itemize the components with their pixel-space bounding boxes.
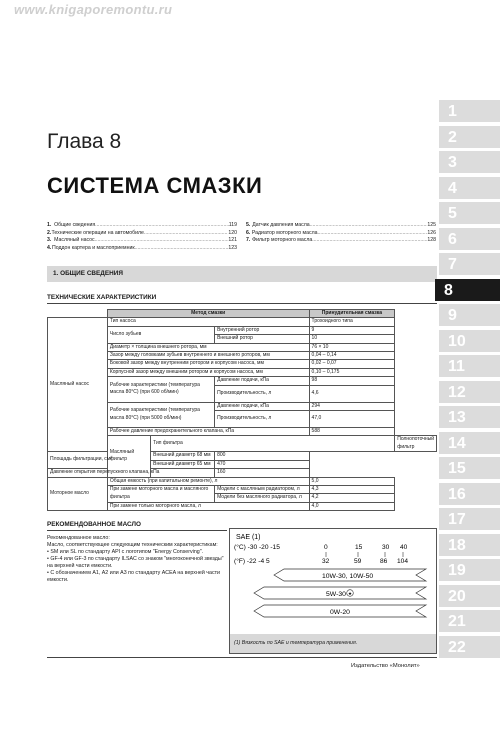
table-cell: Рабочие характеристики (температура масла 80°С) (при 5000 об/мин) [107,402,214,427]
table-cell: Давление открытия перепускного клапана, кПа [48,469,215,477]
table-cell-empty [48,310,108,318]
table-row [48,469,437,477]
toc-text: Поддон картера и маслоприемник [52,244,135,251]
toc-num: 6. [246,229,251,236]
footer-rule [47,657,437,658]
table-cell: Площадь фильтрации, см² [48,452,151,469]
table-cell: Модели без масляного радиатора, л [215,494,309,502]
toc-page: 126 [427,229,436,236]
table-cell: 588 [309,428,395,436]
celsius-tick: 30 [382,544,390,551]
sae-viscosity-diagram [230,529,438,637]
toc-item[interactable] [47,245,237,253]
sae-caption: (1) Вязкость по SAE и температура применения. [229,634,437,654]
table-cell: 4,3 [309,485,395,493]
fahrenheit-tick: 32 [322,558,330,565]
specs-table [47,309,437,511]
table-cell: 4,0 [309,502,395,510]
table-cell: 0,02 – 0,07 [309,360,395,368]
toc-page: 119 [228,222,237,228]
toc-dots [95,237,229,245]
toc-dots [318,230,428,238]
toc-text: Датчик давления масла [252,222,310,228]
section-header-general: 1. ОБЩИЕ СВЕДЕНИЯ [47,266,437,282]
chapter-tab-10[interactable]: 10 [439,330,500,354]
toc-dots [312,237,427,245]
table-cell: 800 [215,452,309,460]
paragraph: • SM или SL по стандарту API с логотипом "Energy Conserving". [47,549,204,555]
viscosity-bar-label: 10W-30, 10W-50 [322,573,374,580]
table-cell: Рабочее давление предохранительного клапана, кПа [107,428,309,436]
chapter-tab-6[interactable]: 6 [439,228,500,252]
celsius-label: (°C) -30 -20 -15 [234,544,280,551]
chapter-tab-18[interactable]: 18 [439,534,500,558]
table-cell: Общая емкость (при капитальном ремонте), л [107,477,309,485]
toc-dots [144,230,228,238]
paragraph: Рекомендованное масло: [47,535,110,541]
toc-column-right [246,222,436,245]
toc-page: 128 [427,237,436,244]
table-cell: 160 [215,469,309,477]
table-cell: 4,2 [309,494,395,502]
fahrenheit-tick: 104 [397,558,409,565]
chapter-tab-15[interactable]: 15 [439,457,500,481]
toc-dots [95,222,229,230]
table-cell: Модели с масляным радиатором, л [215,485,309,493]
group-engine-oil: Моторное масло [48,477,108,511]
chapter-tab-1[interactable]: 1 [439,100,500,124]
table-cell: 0,04 – 0,14 [309,352,395,360]
celsius-tick: 15 [355,544,363,551]
toc-page: 121 [228,237,237,244]
oil-recommendation-text [47,535,227,584]
toc-num: 7. [246,237,251,244]
toc-page: 125 [427,222,436,228]
chapter-tab-7[interactable]: 7 [439,253,500,277]
chapter-tab-17[interactable]: 17 [439,508,500,532]
table-cell: 10 [309,335,395,343]
table-cell: Внутренний ротор [215,326,309,334]
chapter-label: Глава 8 [47,130,122,153]
toc-page: 123 [228,244,237,251]
table-cell: Трохоидного типа [309,318,395,326]
chapter-tab-21[interactable]: 21 [439,610,500,634]
table-cell: Давление подачи, кПа [215,402,309,410]
toc-num: 1. [47,222,52,228]
celsius-tick: 0 [324,544,328,551]
table-cell: Боковой зазор между внутренним ротором и корпусом насоса, мм [107,360,309,368]
table-cell: Диаметр × толщина внешнего ротора, мм [107,343,309,351]
fahrenheit-tick: 59 [354,558,362,565]
toc-dots [135,245,229,253]
table-cell: Тип фильтра [151,436,395,452]
sae-label: SAE (1) [236,534,261,541]
toc-num: 4. [47,244,52,251]
group-oil-filter: Масляный фильтр [107,436,150,477]
toc-text: Общие сведения [54,222,96,228]
table-cell: 47,0 [309,411,395,428]
fahrenheit-tick: 86 [380,558,388,565]
table-cell: Полнопоточный фильтр [395,436,437,452]
chapter-title: СИСТЕМА СМАЗКИ [47,173,263,198]
group-oil-pump: Масляный насос [48,318,108,452]
table-row [48,310,437,318]
table-cell: Число зубьев [107,326,214,343]
chapter-tab-19[interactable]: 19 [439,559,500,583]
toc-text: Фильтр моторного масла [252,237,313,244]
chapter-tab-5[interactable]: 5 [439,202,500,226]
chapter-tab-13[interactable]: 13 [439,406,500,430]
table-cell: Производительность, л [215,385,309,402]
toc-item[interactable] [246,230,436,238]
watermark: www.knigaporemontu.ru [14,2,173,17]
table-row [48,477,437,485]
chapter-tab-4[interactable]: 4 [439,177,500,201]
table-cell: При замене только моторного масла, л [107,502,309,510]
table-cell: Зазор между головками зубьев внутреннего и внешнего роторов, мм [107,352,309,360]
table-cell: 9 [309,326,395,334]
celsius-tick: 40 [400,544,408,551]
table-cell: 4,6 [309,385,395,402]
table-cell: Давление подачи, кПа [215,377,309,385]
chapter-tab-3[interactable]: 3 [439,151,500,175]
toc-num: 2. [47,229,52,236]
table-cell: 470 [215,460,309,468]
chapter-tab-22[interactable]: 22 [439,636,500,660]
viscosity-bar-label: 0W-20 [330,609,350,616]
fahrenheit-label: (°F) -22 -4 5 [234,558,270,565]
toc-item[interactable] [47,222,237,230]
paragraph: • С обозначением А1, А2 или А3 по стандарту ACEA на верхней части емкости. [47,570,220,583]
chapter-tab-12[interactable]: 12 [439,381,500,405]
toc-dots [310,222,428,230]
table-cell: 294 [309,402,395,410]
table-cell: 0,10 – 0,175 [309,368,395,376]
oil-heading: РЕКОМЕНДОВАННОЕ МАСЛО [47,521,141,528]
tick-marks [326,552,403,557]
toc-num: 3. [47,237,52,244]
table-header-system: Принудительная смазка [309,310,395,318]
toc-item[interactable] [246,222,436,230]
table-cell: Внешний диаметр 68 мм [151,452,215,460]
table-cell: Тип насоса [107,318,309,326]
toc-text: Масляный насос [54,237,95,244]
toc-item[interactable] [246,237,436,245]
paragraph: • GF-4 или GF-3 по стандарту ILSAC со знаком "многоконечной звезды" на верхней части емкости. [47,556,224,569]
specs-heading: ТЕХНИЧЕСКИЕ ХАРАКТЕРИСТИКИ [47,294,157,301]
table-cell: При замене моторного масла и масляного фильтра [107,485,214,502]
table-cell: Рабочие характеристики (температура масла 80°С) (при 600 об/мин) [107,377,214,402]
chapter-tab-16[interactable]: 16 [439,483,500,507]
table-cell: Внешний ротор [215,335,309,343]
table-row [48,452,437,460]
table-cell: Внешний диаметр 65 мм [151,460,215,468]
specs-heading-rule [47,303,437,304]
chapter-tab-9[interactable]: 9 [439,304,500,328]
table-cell: Производительность, л [215,411,309,428]
toc-page: 120 [228,229,237,236]
table-row [48,318,437,326]
table-cell: Корпусной зазор между внешним ротором и корпусом насоса, мм [107,368,309,376]
toc-text: Радиатор моторного масла [251,229,318,236]
viscosity-bar-label: 5W-30 [326,591,346,598]
toc-text: Технические операции на автомобиле [51,229,144,236]
chapter-tab-20[interactable]: 20 [439,585,500,609]
table-cell: 76 × 10 [309,343,395,351]
chapter-tab-14[interactable]: 14 [439,432,500,456]
toc-column-left [47,222,237,252]
toc-item[interactable] [47,237,237,245]
chapter-tab-8[interactable]: 8 [435,279,500,303]
star-glyph: ★ [348,591,353,596]
table-cell: 5,0 [309,477,395,485]
chapter-tab-11[interactable]: 11 [439,355,500,379]
table-cell: 98 [309,377,395,385]
chapter-tab-2[interactable]: 2 [439,126,500,150]
paragraph: Масло, соответствующее следующим техническим характеристикам: [47,542,218,548]
toc-num: 5. [246,222,251,228]
table-header-method: Метод смазки [107,310,309,318]
oil-heading-rule [47,530,227,531]
publisher: Издательство «Монолит» [351,663,420,669]
